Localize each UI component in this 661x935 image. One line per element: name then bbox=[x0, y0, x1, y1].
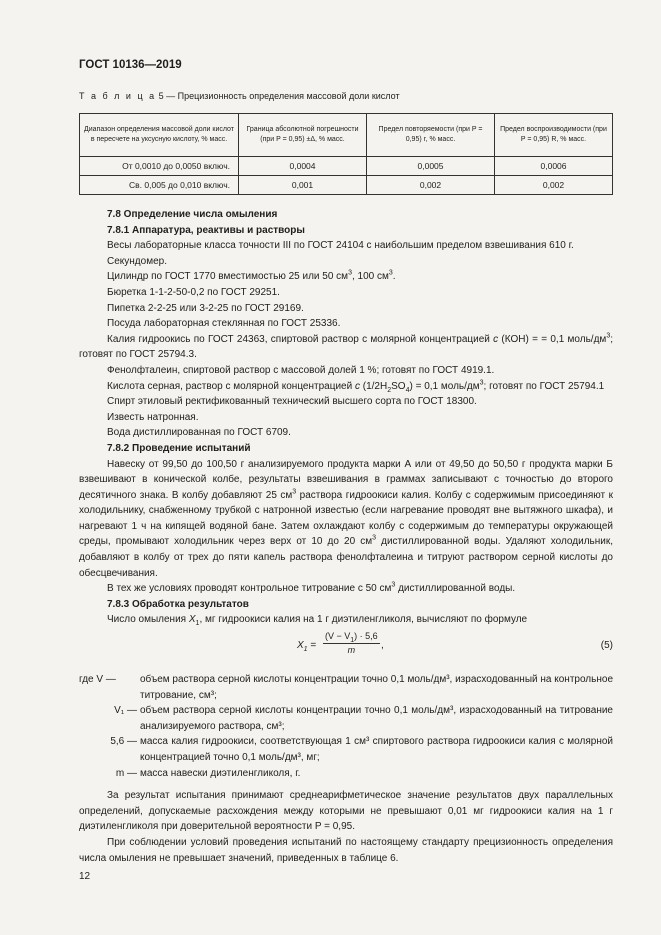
section-heading: 7.8 Определение числа омыления bbox=[107, 209, 278, 220]
subsection-heading: 7.8.3 Обработка результатов bbox=[107, 598, 249, 610]
formula-lhs: $X_1$ = bbox=[297, 640, 317, 654]
paragraph: В тех же условиях проводят контрольное титрование с 50 $см^3$ дистиллированной воды. bbox=[107, 581, 516, 595]
paragraph: Секундомер. bbox=[107, 255, 167, 267]
table-header-row bbox=[80, 114, 613, 157]
where-item: 5,6 — масса калия гидроокиси, соответствующая 1 см³ спиртового раствора гидроокиси калия с молярной концентрацией точно 0,1 моль/дм³, мг; bbox=[110, 736, 613, 763]
where-item: V₁ — объем раствора серной кислоты концентрации точно 0,1 моль/дм³, израсходованный на титрование анализируемого раствора, см³; bbox=[114, 705, 613, 732]
paragraph: Пипетка 2-2-25 или 3-2-25 по ГОСТ 29169. bbox=[107, 302, 304, 314]
formula-fraction bbox=[323, 630, 380, 657]
precision-table bbox=[79, 113, 613, 195]
document-body bbox=[79, 207, 613, 866]
table-cell: 0,0005 bbox=[367, 157, 495, 176]
subsection-heading: 7.8.1 Аппаратура, реактивы и растворы bbox=[107, 224, 305, 236]
formula-denominator: m bbox=[347, 645, 356, 656]
table-caption bbox=[79, 91, 400, 101]
formula-number: (5) bbox=[600, 640, 613, 652]
table-row bbox=[80, 176, 613, 195]
table-caption-title: 5 — Прецизионность определения массовой доли кислот bbox=[158, 91, 400, 101]
table-cell: 0,0004 bbox=[239, 157, 367, 176]
table-caption-prefix: Т а б л и ц а bbox=[79, 91, 157, 101]
paragraph: Число омыления $X_1$, мг гидроокиси калия на 1 г диэтиленгликоля, вычисляют по формуле bbox=[107, 614, 528, 628]
paragraph: При соблюдении условий проведения испытаний по настоящему стандарту прецизионность определения числа омыления не превышает значений, приведенных в таблице 6. bbox=[79, 836, 613, 864]
paragraph: Навеску от 99,50 до 100,50 г анализируемого продукта марки А или от 49,50 до 50,50 г продукта марки Б взвешивают в конической колбе, результаты взвешивания в граммах записывают с точностью до второго десятичного знака. В колбу добавляют 25 $см^3$ раствора гидроокиси калия. Колбу с содержимым присоединяют к холодильнику, снабженному трубкой с натронной известью (если нагревание проводят вне вытяжного шкафа), и нагревают 1 ч на кипящей водяной бане. Затем охлаждают колбу с содержимым до температуры окружающей среды, промывают холодильник через верх от 10 до 20 $см^3$ дистиллированной воды. Удаляют холодильник, добавляют в колбу от трех до пяти капель раствора фенолфталеина и титруют раствором серной кислоты до обесцвечивания. bbox=[79, 458, 614, 579]
where-item: где V — объем раствора серной кислоты концентрации точно 0,1 моль/дм³, израсходованный на контрольное титрование, см³; bbox=[79, 674, 613, 701]
table-cell: 0,002 bbox=[367, 176, 495, 195]
table-cell: От 0,0010 до 0,0050 включ. bbox=[80, 157, 239, 176]
formula-numerator: $(V - V_1) \cdot 5,6$ bbox=[325, 631, 378, 644]
document-header: ГОСТ 10136—2019 bbox=[79, 59, 182, 71]
table-header-cell: Диапазон определения массовой доли кислот в пересчете на уксусную кислоту, % масс. bbox=[80, 114, 239, 157]
table-row bbox=[80, 157, 613, 176]
paragraph: Калия гидроокись по ГОСТ 24363, спиртовой раствор с молярной концентрацией c (КОН) = = 0,1 моль/$дм^3$; готовят по ГОСТ 25794.3. bbox=[79, 332, 613, 361]
where-item: m — масса навески диэтиленгликоля, г. bbox=[115, 767, 301, 779]
table-header-cell: Предел повторяемости (при P = 0,95) r, % масс. bbox=[367, 114, 495, 157]
table-cell: 0,001 bbox=[239, 176, 367, 195]
paragraph: Кислота серная, раствор с молярной концентрацией c $(1/2H_2SO_4) = 0,1$ моль/$дм^3$; готовят по ГОСТ 25794.1 bbox=[107, 379, 605, 394]
table-cell: 0,0006 bbox=[495, 157, 613, 176]
table-header-cell: Граница абсолютной погрешности (при P = 0,95) ±Δ, % масс. bbox=[239, 114, 367, 157]
paragraph: За результат испытания принимают среднеарифметическое значение результатов двух параллельных определений, допускаемые расхождения между которыми не превышают 0,01 мг гидроокиси калия на 1 г диэтиленгликоля при доверительной вероятности P = 0,95. bbox=[79, 790, 613, 833]
formula-5: $X_1$ = $\frac{(V - V_1) \cdot 5,6}{m}$ , (5) bbox=[297, 631, 613, 656]
paragraph: Спирт этиловый ректификованный технический высшего сорта по ГОСТ 18300. bbox=[107, 396, 477, 408]
table-cell: 0,002 bbox=[495, 176, 613, 195]
paragraph: Весы лабораторные класса точности III по ГОСТ 24104 с наибольшим пределом взвешивания 610 г. bbox=[107, 240, 574, 252]
paragraph: Известь натронная. bbox=[107, 411, 199, 423]
paragraph: Фенолфталеин, спиртовой раствор с массовой долей 1 %; готовят по ГОСТ 4919.1. bbox=[107, 364, 495, 376]
paragraph: Посуда лабораторная стеклянная по ГОСТ 25336. bbox=[107, 318, 341, 330]
paragraph: Цилиндр по ГОСТ 1770 вместимостью 25 или 50 $см^3$, 100 $см^3$. bbox=[107, 270, 396, 283]
paragraph: Бюретка 1-1-2-50-0,2 по ГОСТ 29251. bbox=[107, 286, 280, 298]
paragraph: Вода дистиллированная по ГОСТ 6709. bbox=[107, 427, 291, 439]
subsection-heading: 7.8.2 Проведение испытаний bbox=[107, 442, 251, 454]
table-cell: Св. 0,005 до 0,010 включ. bbox=[80, 176, 239, 195]
page-number: 12 bbox=[79, 871, 91, 882]
table-header-cell: Предел воспроизводимости (при P = 0,95) R, % масс. bbox=[495, 114, 613, 157]
